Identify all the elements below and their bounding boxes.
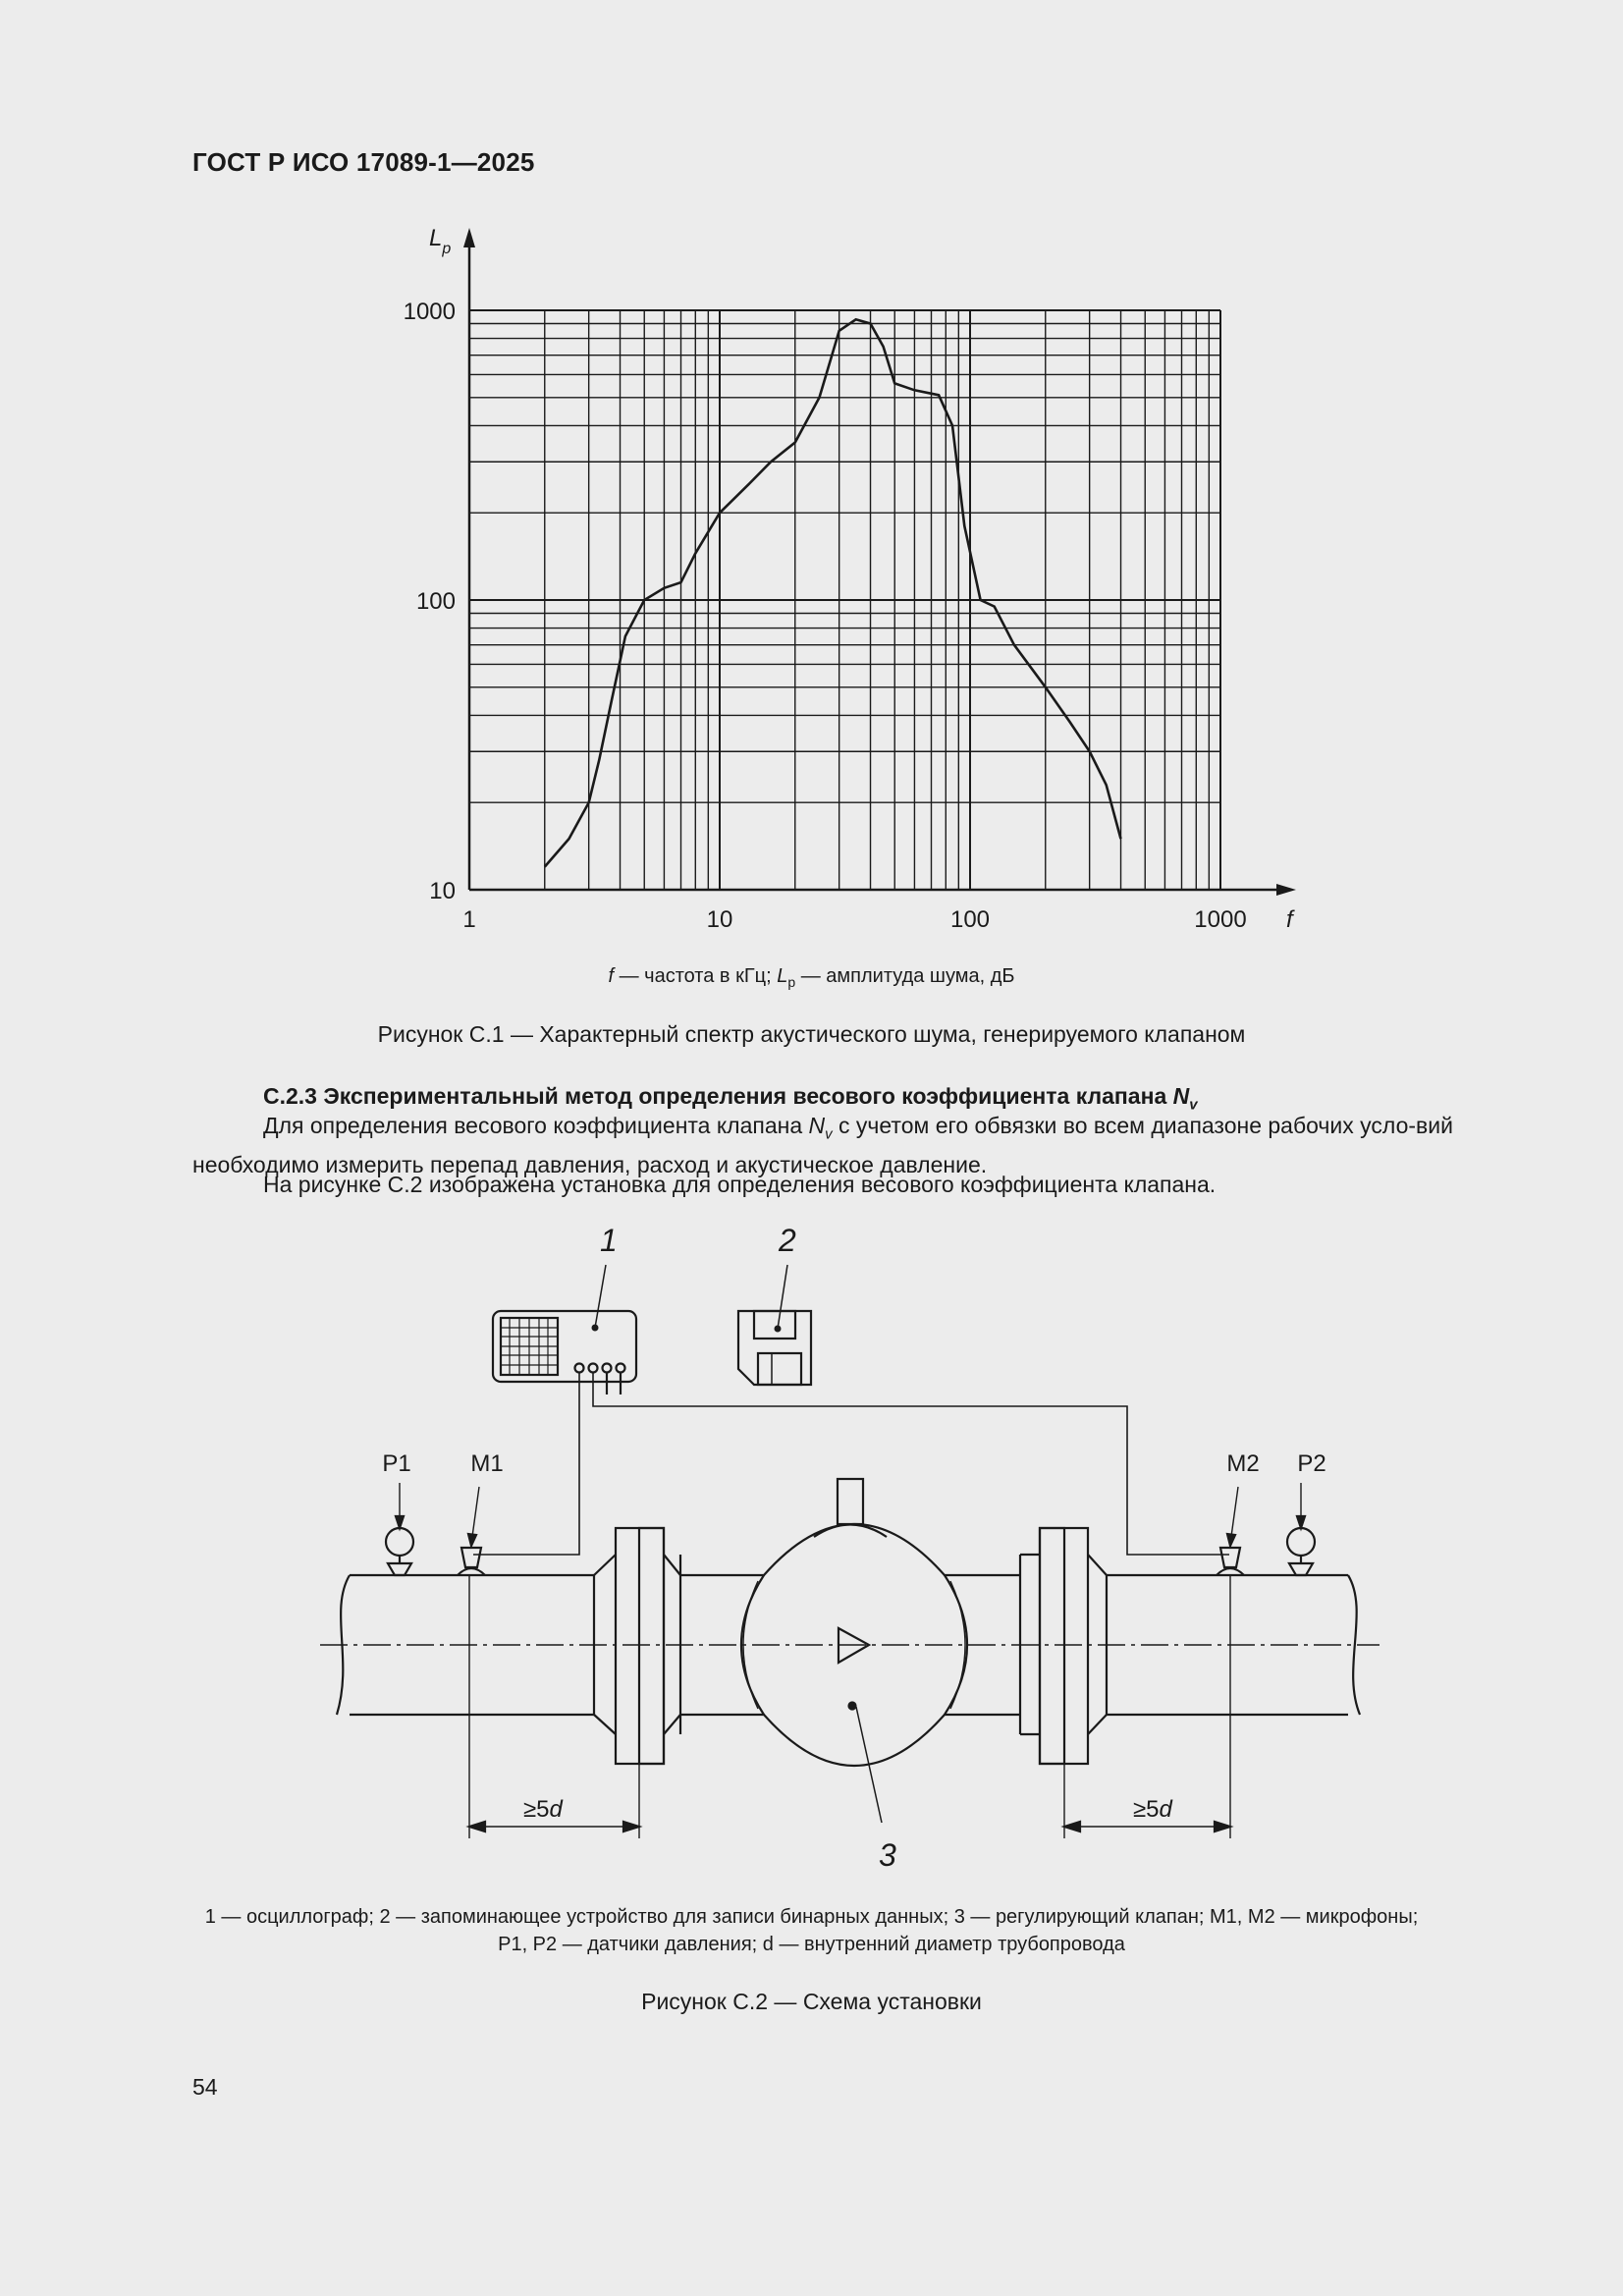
valve-body-top xyxy=(680,1524,1020,1575)
series-line xyxy=(545,319,1121,866)
label-m2: M2 xyxy=(1226,1450,1260,1477)
oscilloscope-input-3 xyxy=(603,1364,612,1373)
microphone-m2 xyxy=(1220,1548,1240,1567)
oscilloscope-input-2 xyxy=(589,1364,598,1373)
noise-spectrum-chart xyxy=(0,0,1623,982)
y-tick-label: 10 xyxy=(429,878,456,904)
page-number: 54 xyxy=(192,2074,218,2100)
oscilloscope-input-4 xyxy=(617,1364,625,1373)
leader-1 xyxy=(595,1265,606,1328)
y-axis-label: $L_p$ xyxy=(429,225,452,257)
label-m1: M1 xyxy=(470,1450,504,1477)
oscilloscope-input-1 xyxy=(575,1364,584,1373)
label-item-3: 3 xyxy=(879,1837,896,1873)
figure2-legend-line-2: Р1, Р2 — датчики давления; d — внутренний диаметр трубопровода xyxy=(498,1934,1125,1955)
storage-device-shutter xyxy=(754,1311,795,1339)
pressure-sensor-p1 xyxy=(386,1528,413,1556)
storage-device-label xyxy=(758,1353,801,1385)
valve-body-bottom xyxy=(680,1715,1020,1766)
x-tick-label: 1000 xyxy=(1194,906,1247,933)
setup-diagram xyxy=(0,1208,1623,1876)
wire-m2 xyxy=(593,1373,1229,1555)
dimension-left-label: ≥5d xyxy=(523,1796,563,1823)
label-item-2: 2 xyxy=(779,1223,796,1258)
valve-stem xyxy=(838,1479,863,1524)
chart-grid xyxy=(469,310,1220,890)
y-axis-arrow xyxy=(463,228,475,247)
x-axis-label: f xyxy=(1286,906,1293,933)
x-tick-label: 100 xyxy=(949,906,991,933)
section-paragraph-1: Для определения весового коэффициента клапана $N_v$ с учетом его обвязки во всем диапазоне рабочих усло-вий необходимо измерить перепад давления, расход и акустическое давление. xyxy=(192,1113,1453,1177)
x-tick-label: 1 xyxy=(462,906,476,933)
y-tick-label: 1000 xyxy=(403,299,456,325)
dimension-right-label: ≥5d xyxy=(1133,1796,1172,1823)
figure2-caption: Рисунок С.2 — Схема установки xyxy=(641,1989,982,2014)
label-p2: P2 xyxy=(1297,1450,1326,1477)
label-p1: P1 xyxy=(382,1450,411,1477)
document-header: ГОСТ Р ИСО 17089-1—2025 xyxy=(192,147,535,177)
section-heading: С.2.3 Экспериментальный метод определения весового коэффициента клапана $N_v$ xyxy=(263,1083,1198,1114)
x-tick-label: 10 xyxy=(706,906,733,933)
x-axis-arrow xyxy=(1276,884,1296,896)
pressure-sensor-p2 xyxy=(1287,1528,1315,1556)
section-paragraph-2: На рисунке С.2 изображена установка для определения весового коэффициента клапана. xyxy=(263,1172,1217,1197)
microphone-m1 xyxy=(461,1548,481,1567)
figure1-caption: Рисунок С.1 — Характерный спектр акустического шума, генерируемого клапаном xyxy=(377,1021,1246,1047)
figure1-legend: f — частота в кГц; $L_p$ — амплитуда шума, дБ xyxy=(608,965,1015,990)
figure2-legend-line-1: 1 — осциллограф; 2 — запоминающее устройство для записи бинарных данных; 3 — регулирующий клапан; М1, М2 — микрофоны; xyxy=(204,1906,1419,1928)
oscilloscope-screen-grid xyxy=(501,1318,558,1375)
y-tick-label: 100 xyxy=(415,588,456,615)
label-item-1: 1 xyxy=(600,1223,618,1258)
leader-2 xyxy=(778,1265,787,1329)
